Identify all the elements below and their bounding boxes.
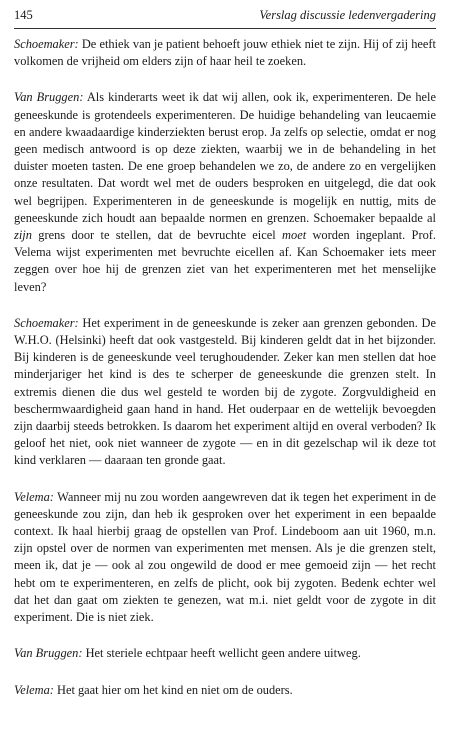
page-number: 145 <box>14 8 33 22</box>
paragraph <box>14 645 436 662</box>
speaker-name: Schoemaker: <box>14 315 79 330</box>
paragraph-text: Het experiment in de geneeskunde is zeker aan grenzen gebonden. De W.H.O. (Helsinki) heeft dat ook vastgesteld. Bij kinderen geldt dat in het bijzonder. Bij kinderen is de geneeskunde veel terughoudender. Zeker kan men stellen dat hoe minderjariger het kind is des te scherper de geneeskunde die grenzen stelt. In extremis dienen die dus wel gesteld te worden bij de zygote. Zorgvuldigheid en beschermwaardigheid gaan hand in hand. Het ouderpaar en de wettelijk bevoegden zijn daarbij steeds betrokken. Is daarom het experiment altijd en overal verboden? Ik geloof het niet, ook niet wanneer de zygote — en in dit gezelschap wil ik deze tot kind verklaren — daaraan ten gronde gaat. <box>14 315 436 468</box>
paragraph-text: De ethiek van je patient behoeft jouw ethiek niet te zijn. Hij of zij heeft volkomen de vrijheid om elders zijn of haar heil te zoeken. <box>14 37 436 69</box>
emphasis: moet <box>282 228 307 243</box>
paragraph-text: Wanneer mij nu zou worden aangewreven dat ik tegen het experiment in de geneeskunde zou zijn, dan heb ik gesproken over het experiment in een bepaalde context. Ik haal hierbij graag de opstellen van Prof. Lindeboom aan uit 1960, m.n. zijn opstel over de normen van experimenten met mensen. Als je die grenzen stelt, meen ik, dat je — ook al zou ongewild de dood er mee gemoeid zijn — het recht hebt om te experimenteren, en zelfs de plicht, ook bij zygoten. Bedenk echter wel dat het dan gaat om ziekten te genezen, wat m.i. niet geldt voor de zygote in dit experiment. Die is niet ziek. <box>14 489 436 625</box>
paragraph <box>14 682 436 699</box>
speaker-name: Van Bruggen: <box>14 90 84 105</box>
paragraph <box>14 89 436 295</box>
header-rule <box>14 28 436 29</box>
speaker-name: Velema: <box>14 682 54 697</box>
body-text <box>14 36 436 718</box>
speaker-name: Velema: <box>14 489 54 504</box>
paragraph-text: Het gaat hier om het kind en niet om de ouders. <box>53 682 293 697</box>
running-title: Verslag discussie ledenvergadering <box>259 8 436 22</box>
emphasis: zijn <box>14 228 32 243</box>
paragraph <box>14 315 436 470</box>
paragraph <box>14 36 436 70</box>
paragraph-text: Als kinderarts weet ik dat wij allen, ook ik, experimenteren. De hele geneeskunde is grotendeels experimenteren. De huidige behandeling van leucaemie en andere kwaadaardige kinderziekten berust erop. Ja zelfs op selectie, omdat er nog geen medisch antwoord is op deze ziekten, waarbij we in de behandeling in het duister moeten tasten. De ene groep behandelen we zo, de andere zo en vergelijken onze resultaten. Dat wordt wel met de ouders besproken en uitgelegd, die dat ook wel begrijpen. Experimenteren in de geneeskunde is mogelijk en nuttig, mits de geneeskunde zich houdt aan bepaalde normen en grenzen. Schoemaker bepaalde al <box>14 90 436 225</box>
paragraph <box>14 489 436 627</box>
paragraph-text: grens door te stellen, dat de bevruchte eicel <box>31 228 283 243</box>
paragraph-text: worden ingeplant. Prof. Velema wijst experimenten met bevruchte eicellen af. Kan Schoemaker iets meer zeggen over hoe hij de grenzen ziet van het experimenteren met het menselijke leven? <box>14 228 436 294</box>
speaker-name: Schoemaker: <box>14 37 79 51</box>
page-header <box>14 8 436 26</box>
speaker-name: Van Bruggen: <box>14 646 83 661</box>
paragraph-text: Het steriele echtpaar heeft wellicht geen andere uitweg. <box>82 646 361 661</box>
